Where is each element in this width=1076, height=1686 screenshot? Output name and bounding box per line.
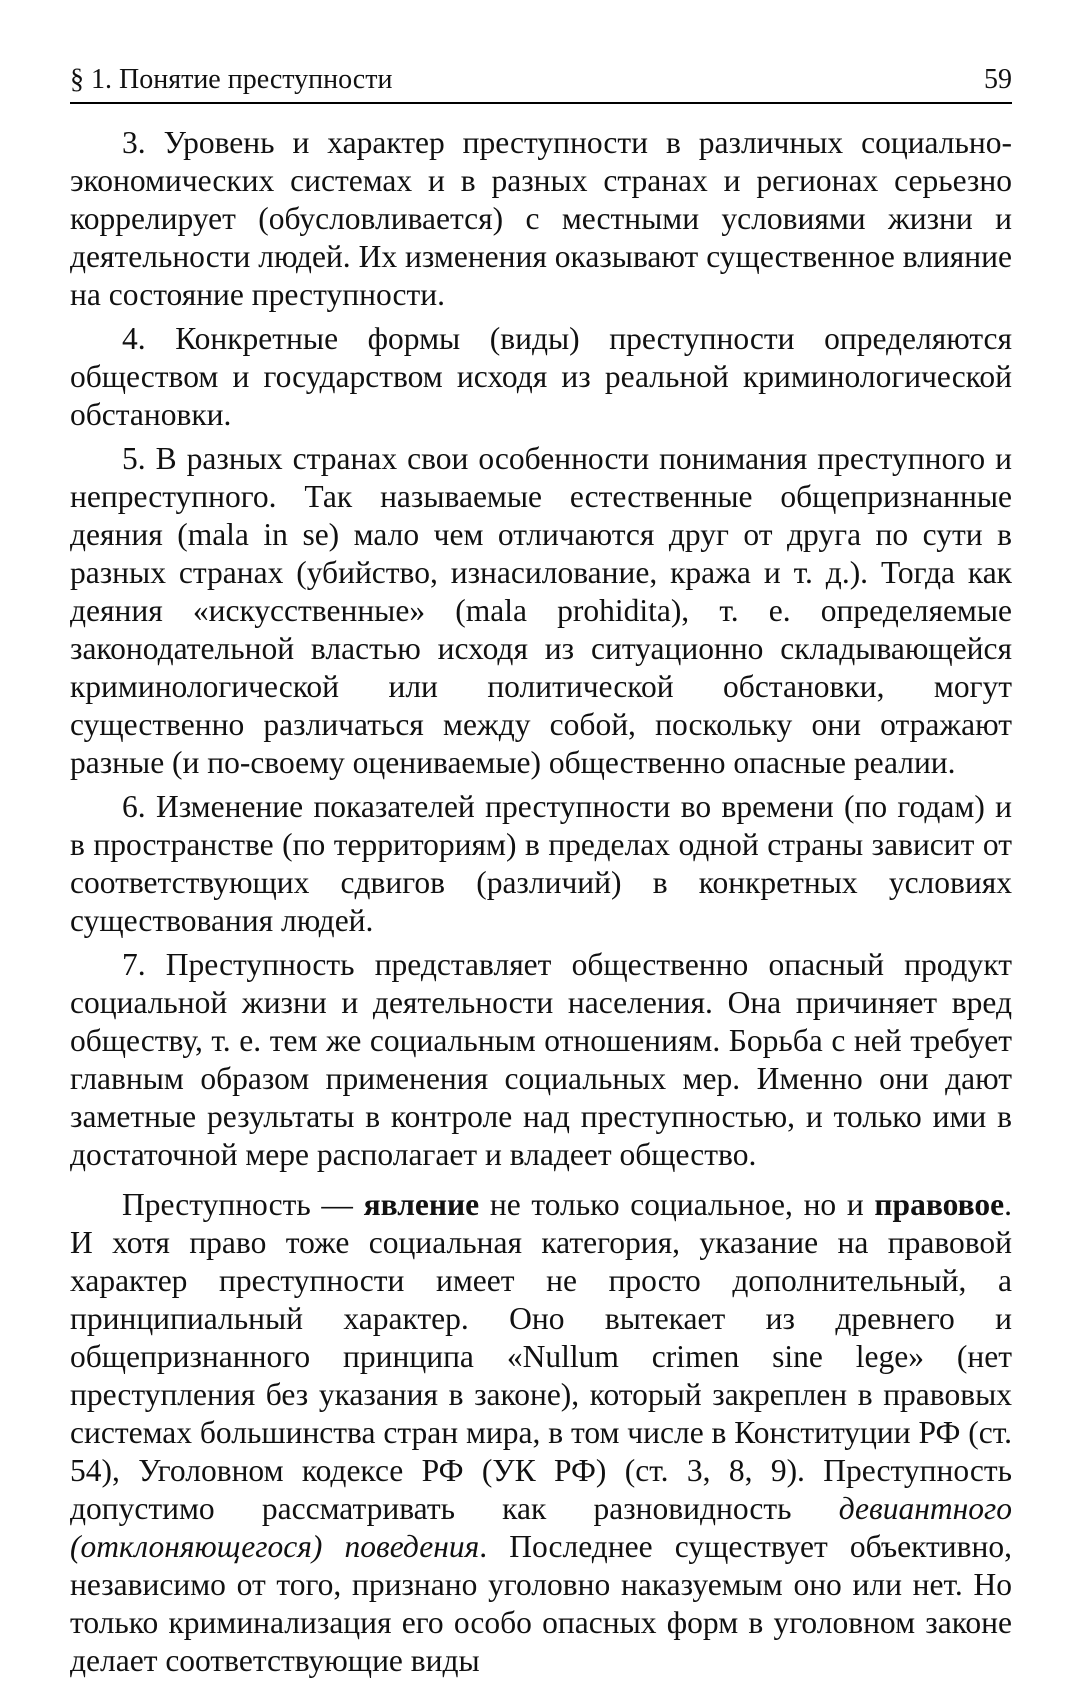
bold-term-legal: правовое [874,1187,1005,1222]
paragraph-3: 3. Уровень и характер преступности в различных социально-экономических системах и в разных странах и регионах серьезно коррелирует (обусловливается) с местными условиями жизни и деятельности людей. Их изменения оказывают существенное влияние на состояние преступности. [70,125,1012,312]
running-header [70,60,1012,104]
italic-term-deviant-behavior: девиантного (отклоняющегося) поведения [70,1491,1012,1564]
text-run: . И хотя право тоже социальная категория, указание на правовой характер преступности имеет не просто дополнительный, а принципиальный характер. Оно вытекает из древнего и общепризнанного принципа «Nullum crimen sine lege» (нет преступления без указания в законе), который закреплен в правовых системах большинства стран мира, в том числе в Конституции РФ (ст. 54), Уголовном кодексе РФ (УК РФ) (ст. 3, 8, 9). Преступность допустимо рассматривать как разновидность [70,1187,1012,1526]
paragraph-7: 7. Преступность представляет общественно опасный продукт социальной жизни и деятельности населения. Она причиняет вред обществу, т. е. тем же социальным отношениям. Борьба с ней требует главным образом применения социальных мер. Именно они дают заметные результаты в контроле над преступностью, и только ими в достаточной мере располагает и владеет общество. [70,947,1012,1172]
text-run: . Последнее существует объективно, независимо от того, признано уголовно наказуемым оно или нет. Но только криминализация его особо опасных форм в уголовном законе делает соответствующие виды [70,1529,1012,1678]
page-number: 59 [984,64,1012,95]
text-run: не только социальное, но и [479,1187,875,1222]
paragraph-crime-legal [70,1186,1012,1680]
text-run: Преступность — [122,1187,364,1222]
paragraph-6: 6. Изменение показателей преступности во времени (по годам) и в пространстве (по территориям) в пределах одной страны зависит от соответствующих сдвигов (различий) в конкретных условиях существования людей. [70,789,1012,938]
section-title: § 1. Понятие преступности [70,64,393,95]
bold-term-phenomenon: явление [363,1187,480,1222]
paragraph-5: 5. В разных странах свои особенности понимания преступного и непреступного. Так называемые естественные общепризнанные деяния (mala in se) мало чем отличаются друг от друга по сути в разных странах (убийство, изнасилование, кража и т. д.). Тогда как деяния «искусственные» (mala prohidita), т. е. определяемые законодательной властью исходя из ситуационно складывающейся криминологической или политической обстановки, могут существенно различаться между собой, поскольку они отражают разные (и по-своему оцениваемые) общественно опасные реалии. [70,441,1012,780]
body-text [70,124,1012,1686]
paragraph-4: 4. Конкретные формы (виды) преступности определяются обществом и государством исходя из реальной криминологической обстановки. [70,321,1012,432]
